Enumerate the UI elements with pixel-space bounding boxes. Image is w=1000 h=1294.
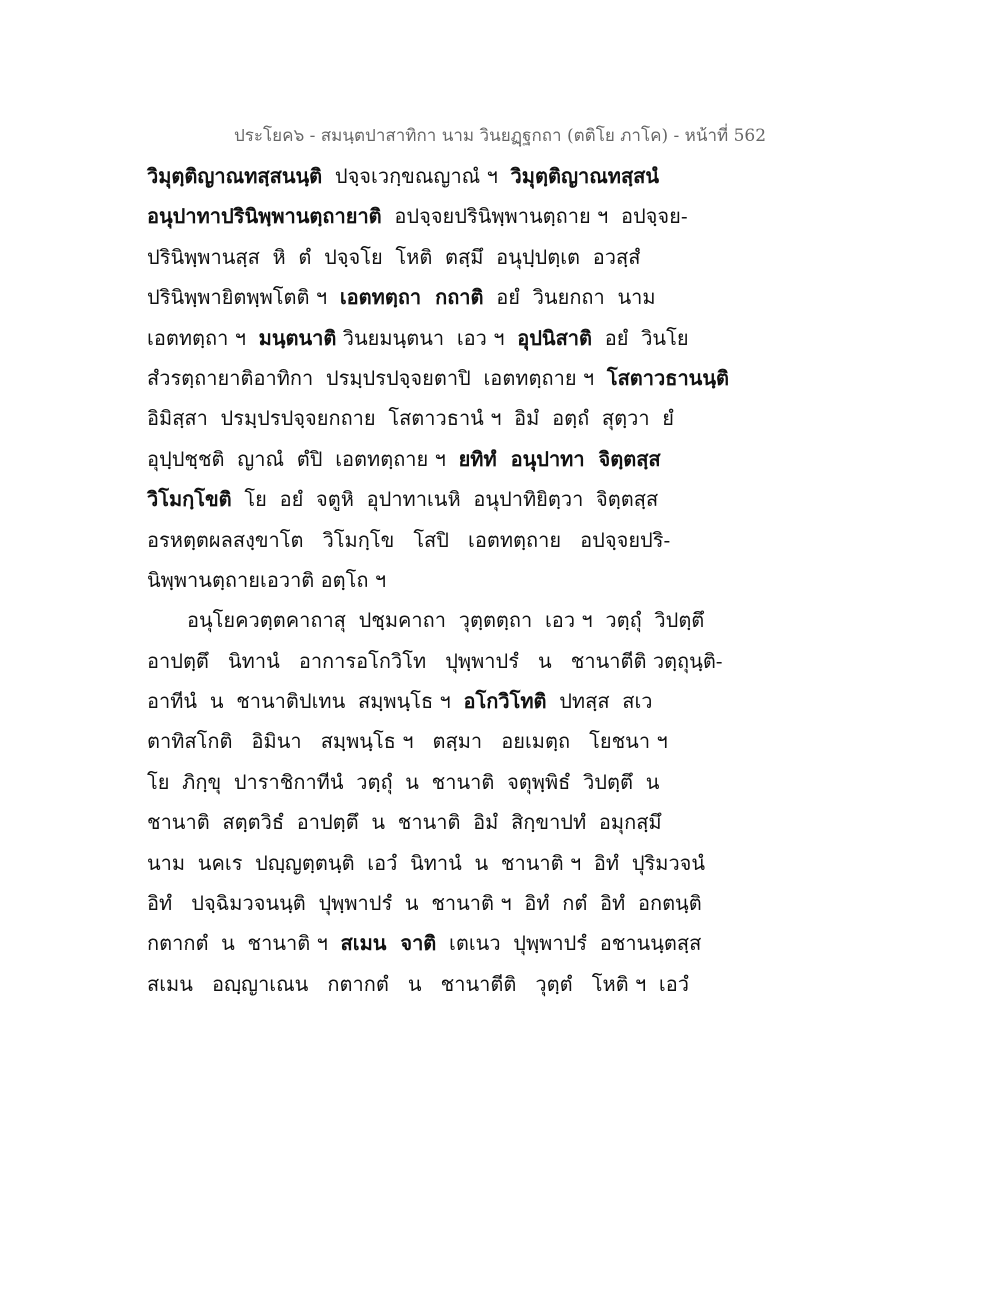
text-segment: ชานาติ สตฺตวิธํ อาปตฺตึ น ชานาติ อิมํ สิกฺขาปทํ อมุกสฺมึ — [147, 810, 662, 835]
text-segment: อุปฺปชฺชติ ญาณํ ตํปิ เอตทตฺถาย ฯ — [147, 446, 459, 471]
text-line — [147, 923, 702, 963]
text-line — [147, 560, 667, 600]
text-segment: นิพฺพานตฺถายเอวาติ อตฺโถ ฯ — [147, 567, 387, 592]
text-line — [147, 721, 667, 761]
bold-term: สเมน จาติ — [340, 931, 437, 956]
text-segment: อิมิสฺสา ปรมฺปรปจฺจยกถาย โสตาวธานํ ฯ อิมํ อตฺถํ สุตฺวา ยํ — [147, 406, 674, 431]
text-segment: สเมน อญฺญาเณน กตากตํ น ชานาตีติ วุตฺตํ โหติ ฯ เอวํ — [147, 971, 690, 996]
bold-term: วิโมกฺโขติ — [147, 487, 232, 512]
text-line — [147, 156, 667, 196]
text-line — [147, 843, 706, 883]
bold-term: อุปนิสาติ — [517, 325, 593, 350]
text-line — [147, 479, 667, 519]
text-segment: ปทสฺส สเว — [546, 689, 653, 714]
text-segment: ปจฺจเวกฺขณญาณํ ฯ — [322, 164, 511, 188]
bold-term: โสตาวธานนฺติ — [606, 365, 730, 390]
text-line — [147, 398, 674, 438]
bold-term: อโกวิโทติ — [463, 689, 547, 714]
text-segment: อนุโยควตฺตคาถาสุ ปชฺมคาถา วุตฺตตฺถา เอว ฯ วตฺถุํ วิปตฺตึ — [187, 608, 705, 633]
text-segment: โย อยํ จตูหิ อุปาทาเนหิ อนุปาทิยิตฺวา จิตฺตสฺส — [231, 487, 659, 512]
text-line — [147, 196, 688, 236]
text-segment: กตากตํ น ชานาติ ฯ — [147, 931, 341, 956]
text-line — [147, 681, 667, 721]
text-line — [147, 520, 671, 560]
bold-term: มนฺตนาติ — [258, 325, 337, 350]
text-segment: อยํ วินยกถา นาม — [483, 285, 656, 310]
text-line — [147, 358, 730, 398]
text-segment: อาทีนํ น ชานาติปเทน สมฺพนฺโธ ฯ — [147, 689, 464, 714]
bold-term: อนุปาทาปรินิพฺพานตฺถายาติ — [147, 204, 382, 229]
bold-term: วิมุตฺติญาณทสฺสนํ — [510, 164, 660, 188]
text-segment: เอตทตฺถา ฯ — [147, 325, 259, 350]
text-line — [147, 318, 689, 358]
bold-term: ยทิทํ อนุปาทา จิตฺตสฺส — [458, 446, 661, 471]
bold-term: วิมุตฺติญาณทสฺสนนฺติ — [147, 164, 323, 188]
text-line — [147, 439, 667, 479]
text-line — [147, 600, 705, 640]
text-line — [147, 641, 723, 681]
text-segment: อาปตฺตึ นิทานํ อาการอโกวิโท ปุพฺพาปรํ น ชานาตีติ วตฺถุนฺติ- — [147, 648, 723, 673]
text-segment: วินยมนฺตนา เอว ฯ — [336, 325, 518, 350]
text-segment: เตเนว ปุพฺพาปรํ อชานนฺตสฺส — [436, 931, 702, 956]
text-line — [147, 964, 690, 1004]
text-segment: ตาทิสโกติ อิมินา สมฺพนฺโธ ฯ ตสฺมา อยเมตฺถ โยชนา ฯ — [147, 729, 668, 754]
text-segment: อรหตฺตผลสงฺขาโต วิโมกฺโข โสปิ เอตทตฺถาย อปจฺจยปริ- — [147, 527, 671, 552]
text-line — [147, 762, 667, 802]
text-segment: โย ภิกฺขุ ปาราชิกาทีนํ วตฺถุํ น ชานาติ จตุพฺพิธํ วิปตฺตึ น — [147, 769, 660, 794]
text-segment: สํวรตฺถายาติอาทิกา ปรมฺปรปจฺจยตาปิ เอตทตฺถาย ฯ — [147, 365, 607, 390]
page-header: ประโยค๖ - สมนฺตปาสาทิกา นาม วินยฏฺฐกถา (ตติโย ภาโค) - หน้าที่ 562 — [233, 126, 767, 146]
text-line — [147, 883, 702, 923]
text-line — [147, 277, 667, 317]
text-body — [147, 156, 730, 1004]
text-segment: ปรินิพฺพายิตพฺพโตติ ฯ — [147, 285, 340, 310]
text-segment: นาม นคเร ปญฺญตฺตนฺติ เอวํ นิทานํ น ชานาติ ฯ อิทํ ปุริมวจนํ — [147, 850, 706, 875]
text-segment: อปจฺจยปรินิพฺพานตฺถาย ฯ อปจฺจย- — [381, 204, 688, 229]
text-segment: อิทํ ปจฺฉิมวจนนฺติ ปุพฺพาปรํ น ชานาติ ฯ อิทํ กตํ อิทํ อกตนฺติ — [147, 891, 702, 916]
text-line — [147, 237, 667, 277]
text-segment: ปรินิพฺพานสฺส หิ ตํ ปจฺจโย โหติ ตสฺมึ อนุปฺปตฺเต อวสฺสํ — [147, 244, 641, 269]
bold-term: เอตทตฺถา กถาติ — [339, 285, 484, 310]
text-segment: อยํ วินโย — [592, 325, 689, 350]
text-line — [147, 802, 667, 842]
